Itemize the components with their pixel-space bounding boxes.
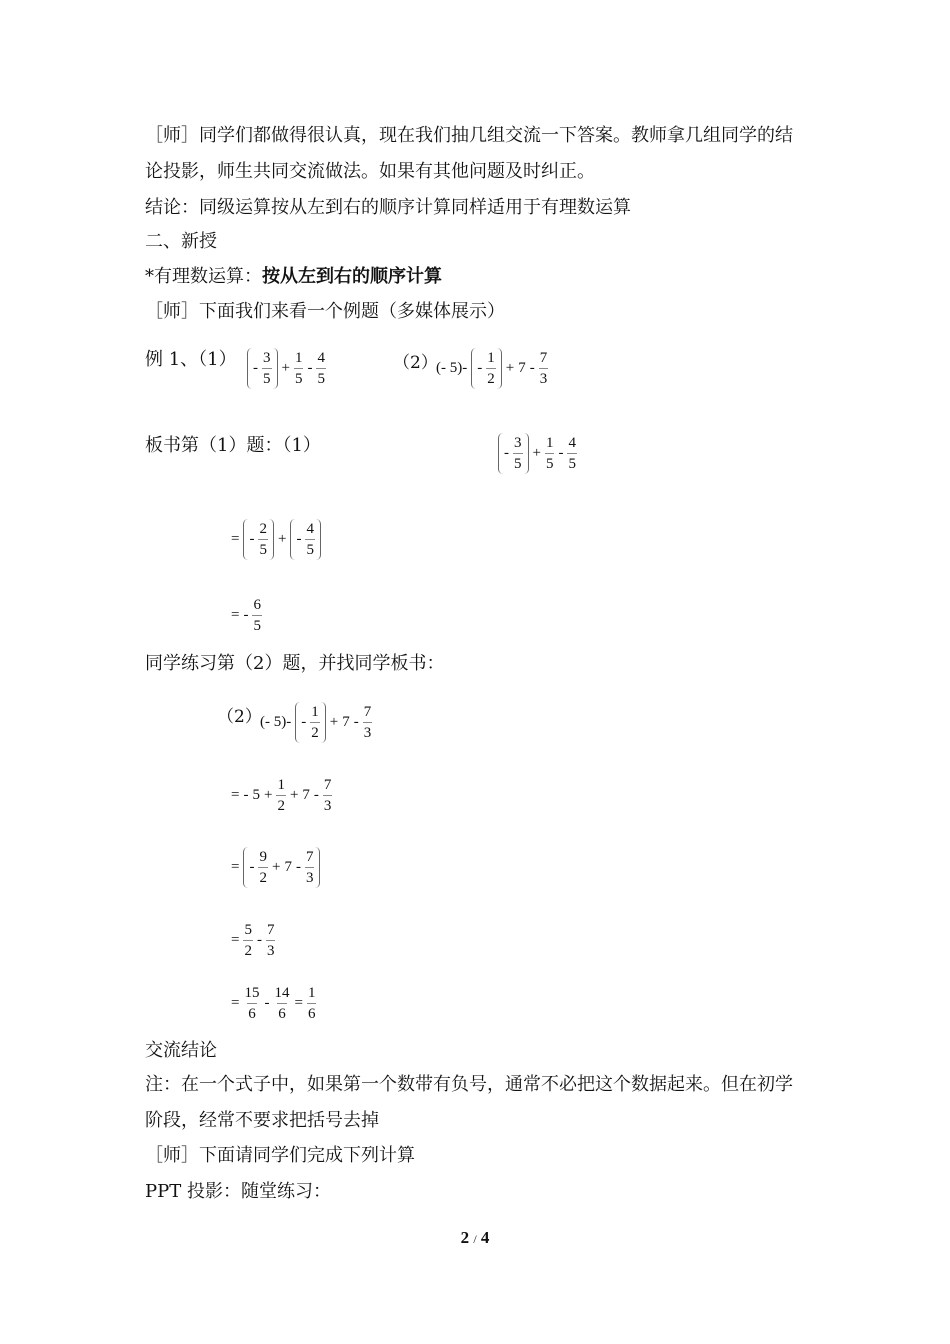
page-number: [0, 1228, 950, 1248]
exchange-text: 交流结论: [145, 1040, 217, 1061]
paren-group: - $\frac{2}{5}$: [243, 519, 274, 560]
fraction: $\frac{1}{2}$: [487, 350, 495, 387]
fraction: $\frac{1}{5}$: [294, 350, 303, 387]
paragraph-teacher-line2: 论投影，师生共同交流做法。如果有其他问题及时纠正。: [145, 161, 595, 182]
teacher-next-text: ［师］下面请同学们完成下列计算: [145, 1145, 415, 1166]
section-heading: 二、新授: [145, 231, 217, 252]
fraction: $\frac{7}{3}$: [266, 922, 275, 959]
fraction: $\frac{1}{2}$: [311, 704, 319, 741]
example-label: 例 1、（1）: [145, 349, 237, 370]
fraction: $\frac{1}{2}$: [277, 777, 285, 814]
paren-group: - $\frac{3}{5}$: [247, 348, 278, 389]
practice-step-3: = $\frac{5}{2}$ - $\frac{7}{3}$: [231, 922, 275, 959]
fraction: $\frac{2}{5}$: [259, 521, 267, 558]
paren-group: - $\frac{9}{2}$ + 7 - $\frac{7}{3}$: [243, 847, 320, 888]
board-step-2: = - $\frac{6}{5}$: [231, 597, 261, 634]
paren-group: - $\frac{3}{5}$: [498, 433, 529, 474]
practice-label: 同学练习第（2）题，并找同学板书：: [145, 653, 445, 674]
paren-group: - $\frac{1}{2}$: [295, 702, 326, 743]
fraction: $\frac{9}{2}$: [259, 849, 267, 886]
page-current: 2: [460, 1228, 470, 1247]
note-line2: 阶段，经常不要求把括号去掉: [145, 1110, 379, 1131]
fraction: $\frac{7}{3}$: [539, 350, 548, 387]
teacher-example-text: ［师］下面我们来看一个例题（多媒体展示）: [145, 301, 505, 322]
rule-prefix: *有理数运算：: [145, 266, 262, 287]
fraction: $\frac{1}{5}$: [545, 435, 554, 472]
conclusion-text: 结论：同级运算按从左到右的顺序计算同样适用于有理数运算: [145, 197, 631, 218]
example-part2-label: （2）: [393, 353, 438, 373]
practice-part2-label: （2）: [217, 707, 262, 727]
note-line1: 注：在一个式子中，如果第一个数带有负号，通常不必把这个数据起来。但在初学: [145, 1074, 793, 1095]
board-step-1: = - $\frac{2}{5}$ + - $\frac{4}{5}$: [229, 519, 323, 560]
fraction: $\frac{4}{5}$: [306, 521, 314, 558]
board-expression-1: - $\frac{3}{5}$ + $\frac{1}{5}$ - $\frac{4}{5}$: [496, 433, 579, 474]
fraction: $\frac{7}{3}$: [323, 777, 332, 814]
fraction: $\frac{6}{5}$: [253, 597, 261, 634]
example-expression-1: - $\frac{3}{5}$ + $\frac{1}{5}$ - $\frac{4}{5}$: [245, 348, 328, 389]
page-total: 4: [480, 1228, 490, 1247]
fraction: $\frac{4}{5}$: [568, 435, 576, 472]
fraction: $\frac{3}{5}$: [263, 350, 271, 387]
rule-line: [145, 265, 442, 289]
fraction: $\frac{4}{5}$: [317, 350, 325, 387]
fraction: $\frac{7}{3}$: [305, 849, 314, 886]
fraction: $\frac{5}{2}$: [244, 922, 252, 959]
paragraph-teacher-line1: ［师］同学们都做得很认真，现在我们抽几组交流一下答案。教师拿几组同学的结: [145, 125, 793, 146]
practice-step-2: = - $\frac{9}{2}$ + 7 - $\frac{7}{3}$: [229, 847, 322, 888]
fraction: $\frac{15}{6}$: [244, 985, 260, 1022]
fraction: $\frac{14}{6}$: [274, 985, 290, 1022]
ppt-text: PPT 投影：随堂练习：: [145, 1181, 331, 1202]
fraction: $\frac{3}{5}$: [514, 435, 522, 472]
practice-expression: (- 5)- - $\frac{1}{2}$ + 7 - $\frac{7}{3}$: [260, 704, 372, 741]
example-expression-2: (- 5)- - $\frac{1}{2}$ + 7 - $\frac{7}{3}$: [436, 350, 548, 387]
paren-group: - $\frac{1}{2}$: [471, 348, 502, 389]
board-label: 板书第（1）题：（1）: [145, 435, 321, 456]
practice-step-4: = $\frac{15}{6}$ - $\frac{14}{6}$ = $\frac{1}{6}$: [231, 985, 316, 1022]
fraction: $\frac{1}{6}$: [307, 985, 316, 1022]
fraction: $\frac{7}{3}$: [363, 704, 372, 741]
rule-bold: 按从左到右的顺序计算: [262, 266, 442, 287]
page-separator: /: [473, 1232, 477, 1246]
paren-group: - $\frac{4}{5}$: [290, 519, 321, 560]
practice-step-1: = - 5 + $\frac{1}{2}$ + 7 - $\frac{7}{3}$: [231, 777, 332, 814]
